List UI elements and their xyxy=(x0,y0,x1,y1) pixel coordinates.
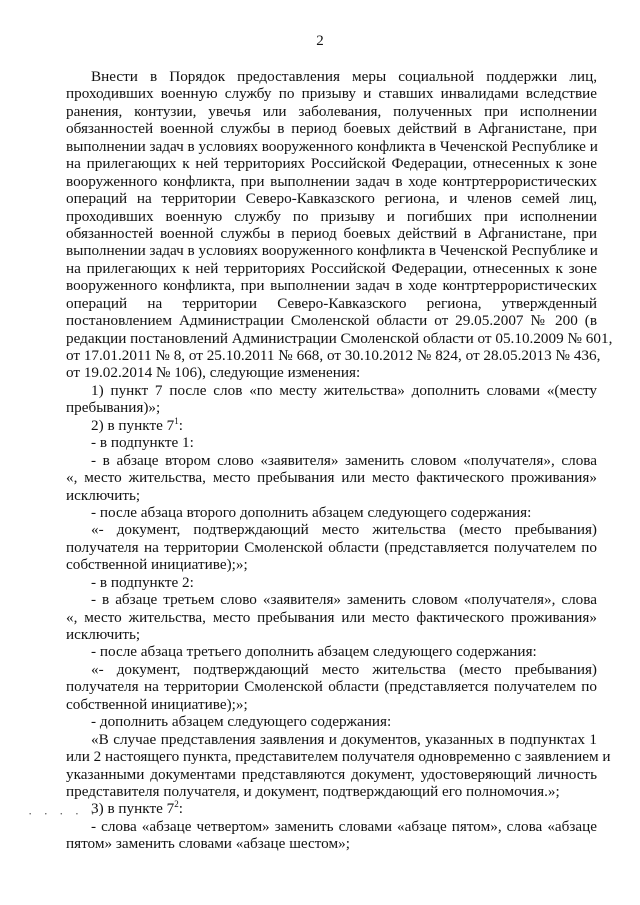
line-text: получателя на территории Смоленской области (представляется получателем по xyxy=(66,538,597,556)
line-text: «В случае представления заявления и документов, указанных в подпунктах 1 xyxy=(91,730,597,748)
text-line xyxy=(66,818,597,835)
text-line xyxy=(66,521,597,538)
text-line xyxy=(66,242,597,259)
line-text: постановлением Администрации Смоленской области от 29.05.2007 № 200 (в xyxy=(66,312,597,330)
text-line xyxy=(66,835,597,852)
line-text: проходивших военную службу по призыву и погибших при исполнении xyxy=(66,207,597,225)
margin-marks: · · · · · xyxy=(28,806,99,821)
line-text: «- документ, подтверждающий место жительства (место пребывания) xyxy=(91,521,597,539)
text-line xyxy=(66,696,597,713)
line-text: «, место жительства, место пребывания или место фактического проживания» xyxy=(66,608,597,626)
line-suffix: : xyxy=(178,416,183,434)
line-text: обязанностей военной службы в период боевых действий в Афганистане, при xyxy=(66,224,597,242)
line-text: - в подпункте 2: xyxy=(91,573,194,591)
line-text: выполнении задач в условиях вооруженного конфликта в Чеченской Республике и xyxy=(66,242,598,260)
text-line xyxy=(66,504,597,521)
line-text: ранения, контузии, увечья или заболевания, полученных при исполнении xyxy=(66,102,597,120)
line-text: пребывания)»; xyxy=(66,399,161,417)
line-text: указанными документами представляются документ, удостоверяющий личность xyxy=(66,765,597,783)
page-number: 2 xyxy=(316,33,324,49)
line-text: проходивших военную службу по призыву и ставших инвалидами вследствие xyxy=(66,85,597,103)
line-text: пятом» заменить словами «абзаце шестом»; xyxy=(66,835,350,853)
text-line xyxy=(66,103,597,120)
text-line xyxy=(66,277,597,294)
text-line xyxy=(66,643,597,660)
document-body xyxy=(66,68,613,853)
text-line xyxy=(66,85,597,102)
line-text: - в абзаце третьем слово «заявителя» заменить словом «получателя», слова xyxy=(91,591,597,609)
line-text: «, место жительства, место пребывания или место фактического проживания» xyxy=(66,469,597,487)
text-line xyxy=(66,347,601,364)
line-text: исключить; xyxy=(66,626,141,643)
line-text: операций на территории Северо-Кавказского региона, утвержденный xyxy=(66,294,597,312)
text-line xyxy=(66,364,597,381)
text-line xyxy=(66,155,597,172)
text-line xyxy=(66,678,597,695)
line-text: - дополнить абзацем следующего содержания: xyxy=(91,713,392,731)
line-text: 1) пункт 7 после слов «по месту жительства» дополнить словами «(месту xyxy=(91,381,597,399)
text-line xyxy=(66,295,597,312)
text-line xyxy=(66,260,597,277)
text-line xyxy=(66,800,597,817)
line-text: Внести в Порядок предоставления меры социальной поддержки лиц, xyxy=(91,68,597,85)
text-line xyxy=(66,173,597,190)
text-line xyxy=(66,225,597,242)
text-line xyxy=(66,748,611,766)
text-line xyxy=(66,208,597,225)
text-line xyxy=(66,120,597,137)
text-line xyxy=(66,469,597,486)
line-text: редакции постановлений Администрации Смоленской области от 05.10.2009 № 601, xyxy=(66,329,613,347)
text-line xyxy=(66,783,597,800)
line-text: на прилегающих к ней территориях Российской Федерации, отнесенных к зоне xyxy=(66,155,597,173)
line-text: собственной инициативе);»; xyxy=(66,695,248,713)
line-text: выполнении задач в условиях вооруженного конфликта в Чеченской Республике и xyxy=(66,137,598,155)
text-line xyxy=(66,609,597,626)
text-line xyxy=(66,399,597,416)
line-text: 3) в пункте 7 xyxy=(91,800,175,818)
text-line xyxy=(66,731,597,748)
text-line xyxy=(66,766,597,783)
line-suffix: : xyxy=(178,800,183,818)
line-text: - слова «абзаце четвертом» заменить словами «абзаце пятом», слова «абзаце xyxy=(91,817,597,835)
line-text: - после абзаца второго дополнить абзацем следующего содержания: xyxy=(91,503,532,521)
text-line xyxy=(66,591,597,608)
line-text: «- документ, подтверждающий место жительства (место пребывания) xyxy=(91,660,597,678)
line-text: представителя получателя, и документ, подтверждающий его полномочия.»; xyxy=(66,782,560,800)
text-line xyxy=(66,487,597,504)
line-text: собственной инициативе);»; xyxy=(66,556,248,574)
line-text: получателя на территории Смоленской области (представляется получателем по xyxy=(66,678,597,696)
line-text: операций на территории Северо-Кавказского региона, и членов семей лиц, xyxy=(66,190,597,208)
line-text: 2) в пункте 7 xyxy=(91,416,175,434)
text-line xyxy=(66,329,613,347)
superscript: 1 xyxy=(174,415,179,426)
text-line xyxy=(66,190,597,207)
text-line xyxy=(66,382,597,399)
text-line xyxy=(66,138,597,155)
line-text: на прилегающих к ней территориях Российской Федерации, отнесенных к зоне xyxy=(66,259,597,277)
text-line xyxy=(66,713,597,730)
text-line xyxy=(66,556,597,573)
text-line xyxy=(66,434,597,451)
text-line xyxy=(66,417,597,434)
text-line xyxy=(66,452,597,469)
superscript: 2 xyxy=(174,799,179,810)
line-text: обязанностей военной службы в период боевых действий в Афганистане, при xyxy=(66,120,597,138)
text-line xyxy=(66,312,597,329)
text-line xyxy=(66,661,597,678)
line-text: - после абзаца третьего дополнить абзацем следующего содержания: xyxy=(91,643,537,661)
line-text: вооруженного конфликта, при выполнении задач в ходе контртеррористических xyxy=(66,277,597,295)
line-text: от 19.02.2014 № 106), следующие изменения: xyxy=(66,364,361,382)
line-text: - в подпункте 1: xyxy=(91,434,194,452)
line-text: или 2 настоящего пункта, представителем получателя одновременно с заявлением и xyxy=(66,748,611,766)
text-line xyxy=(66,539,597,556)
line-text: исключить; xyxy=(66,486,141,504)
text-line xyxy=(66,626,597,643)
text-line xyxy=(66,574,597,591)
line-text: от 17.01.2011 № 8, от 25.10.2011 № 668, от 30.10.2012 № 824, от 28.05.2013 № 436, xyxy=(66,347,601,364)
line-text: - в абзаце втором слово «заявителя» заменить словом «получателя», слова xyxy=(91,451,597,469)
text-line xyxy=(66,68,597,85)
line-text: вооруженного конфликта, при выполнении задач в ходе контртеррористических xyxy=(66,172,597,190)
